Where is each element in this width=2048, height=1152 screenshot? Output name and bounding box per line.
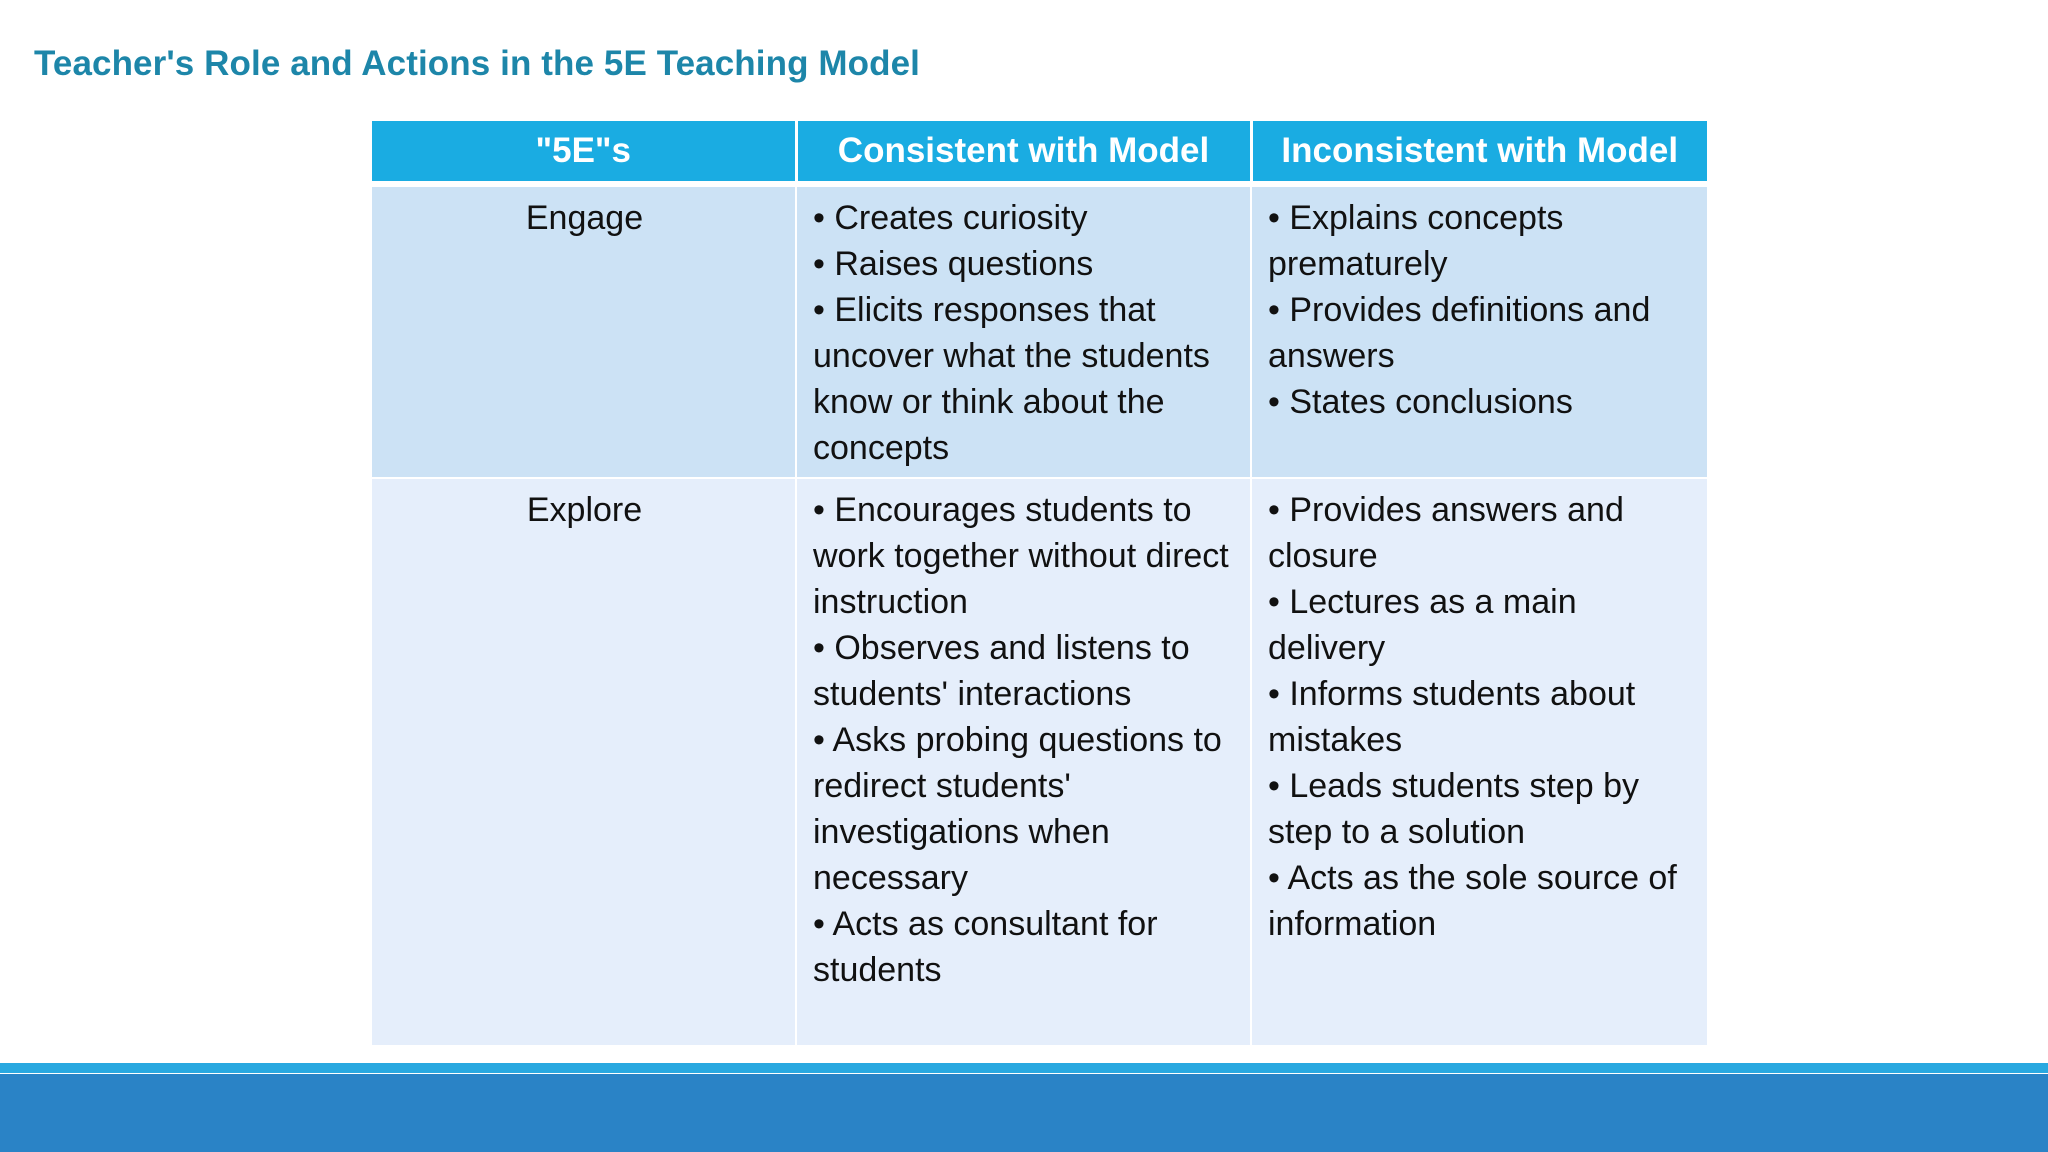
list-item: • Asks probing questions to redirect students' investigations when necessary bbox=[813, 721, 1222, 897]
header-consistent: Consistent with Model bbox=[796, 121, 1251, 184]
list-item: • Acts as consultant for students bbox=[813, 905, 1158, 989]
list-item: • Provides answers and closure bbox=[1268, 491, 1624, 575]
list-item: • Acts as the sole source of information bbox=[1268, 859, 1677, 943]
list-item: • Observes and listens to students' interactions bbox=[813, 629, 1190, 713]
list-item: • Leads students step by step to a solution bbox=[1268, 767, 1640, 851]
list-item: • Creates curiosity bbox=[813, 199, 1088, 237]
table-row-explore bbox=[372, 478, 1707, 1046]
table-row-engage bbox=[372, 184, 1707, 478]
teacher-role-table bbox=[372, 121, 1707, 1047]
teacher-role-table-container bbox=[372, 121, 1707, 1047]
table-header-row bbox=[372, 121, 1707, 184]
slide-title: Teacher's Role and Actions in the 5E Teaching Model bbox=[34, 44, 920, 83]
list-item: • Lectures as a main delivery bbox=[1268, 583, 1577, 667]
footer-bar bbox=[0, 1074, 2048, 1152]
phase-cell-engage: Engage bbox=[372, 184, 796, 478]
list-item: • Raises questions bbox=[813, 245, 1094, 283]
list-item: • Elicits responses that uncover what the students know or think about the concepts bbox=[813, 291, 1210, 467]
list-item: • States conclusions bbox=[1268, 383, 1573, 421]
inconsistent-cell-engage bbox=[1251, 184, 1707, 478]
consistent-cell-engage bbox=[796, 184, 1251, 478]
footer-accent-line bbox=[0, 1063, 2048, 1073]
consistent-cell-explore bbox=[796, 478, 1251, 1046]
inconsistent-cell-explore bbox=[1251, 478, 1707, 1046]
header-inconsistent: Inconsistent with Model bbox=[1251, 121, 1707, 184]
list-item: • Explains concepts prematurely bbox=[1268, 199, 1564, 283]
list-item: • Encourages students to work together without direct instruction bbox=[813, 491, 1229, 621]
list-item: • Informs students about mistakes bbox=[1268, 675, 1636, 759]
list-item: • Provides definitions and answers bbox=[1268, 291, 1651, 375]
header-5es: "5E"s bbox=[372, 121, 796, 184]
phase-cell-explore: Explore bbox=[372, 478, 796, 1046]
